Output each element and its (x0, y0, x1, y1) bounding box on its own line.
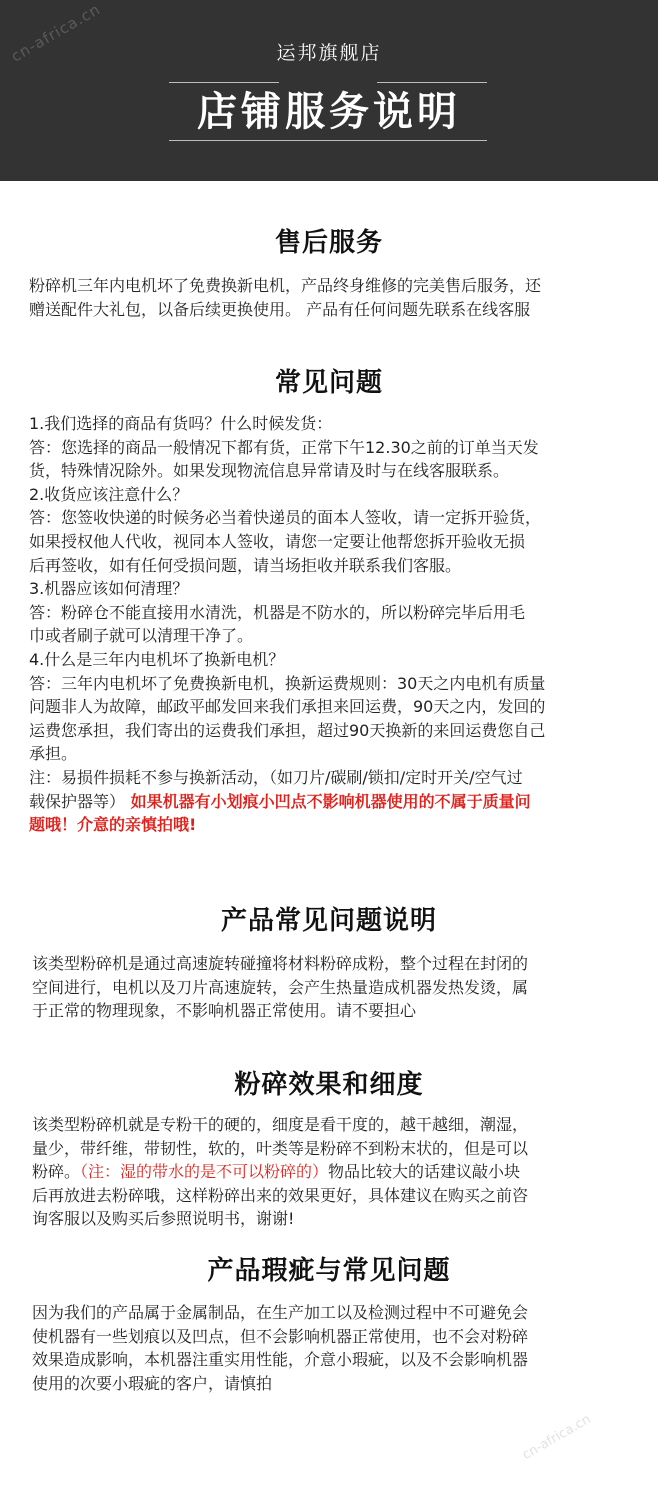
faq-answer: 承担。 (29, 744, 78, 764)
watermark: cn-africa.cn (8, 0, 104, 66)
section-title-product-faq: 产品常见问题说明 (220, 906, 437, 936)
faq-paragraph (29, 412, 545, 837)
paragraph-line: 效果造成影响，本机器注重实用性能，介意小瑕疵，以及不会影响机器 (32, 1350, 529, 1370)
faq-question: 3.机器应该如何清理？ (29, 579, 189, 599)
paragraph-line (32, 1160, 528, 1184)
paragraph-line: 粉碎机三年内电机坏了免费换新电机，产品终身维修的完美售后服务，还 (29, 276, 542, 295)
paragraph-line: 赠送配件大礼包，以备后续更换使用。 产品有任何问题先联系在线客服 (29, 299, 531, 319)
faq-warning-text: 如果机器有小划痕小凹点不影响机器使用的不属于质量问 (125, 791, 531, 811)
paragraph-line: 使机器有一些划痕以及凹点，但不会影响机器正常使用，也不会对粉碎 (32, 1326, 529, 1346)
paragraph-text: 物品比较大的话建议敲小块 (328, 1162, 521, 1182)
after-sales-paragraph (29, 274, 541, 321)
faq-question: 1.我们选择的商品有货吗？什么时候发货： (29, 414, 333, 433)
faq-answer: 答：您选择的商品一般情况下都有货，正常下午12.30之前的订单当天发 (29, 437, 539, 457)
faq-answer: 问题非人为故障，邮政平邮发回来我们承担来回运费，90天之内，发回的 (29, 697, 546, 717)
faq-note-line (29, 790, 545, 814)
section-title-fineness: 粉碎效果和细度 (234, 1070, 424, 1100)
defects-paragraph (32, 1301, 528, 1395)
faq-answer: 答：您签收快递的时候务必当着快递员的面本人签收，请一定拆开验货， (29, 508, 542, 528)
faq-answer: 答：粉碎仓不能直接用水清洗，机器是不防水的，所以粉碎完毕后用毛 (29, 602, 526, 622)
store-name: 运邦旗舰店 (276, 42, 382, 64)
header-divider-bottom (169, 140, 487, 141)
faq-answer: 货，特殊情况除外。如果发现物流信息异常请及时与在线客服联系。 (29, 461, 510, 481)
fineness-warning: （注：湿的带水的是不可以粉碎的） (80, 1162, 329, 1182)
faq-question: 4.什么是三年内电机坏了换新电机？ (29, 649, 285, 669)
section-title-defects: 产品瑕疵与常见问题 (207, 1256, 451, 1286)
faq-answer: 如果授权他人代收，视同本人签收，请您一定要让他帮您拆开验收无损 (29, 531, 526, 551)
section-title-faq: 常见问题 (274, 368, 383, 398)
faq-warning-text: 题哦！介意的亲慎拍哦! (29, 815, 197, 835)
paragraph-line: 使用的次要小瑕疵的客户，请慎拍 (32, 1373, 273, 1393)
faq-note-text: 载保护器等） (29, 791, 126, 811)
product-faq-paragraph (32, 952, 528, 1023)
paragraph-line: 于正常的物理现象，不影响机器正常使用。请不要担心 (32, 1001, 417, 1021)
paragraph-text: 粉碎。 (32, 1162, 81, 1182)
paragraph-line: 询客服以及购买后参照说明书，谢谢! (32, 1209, 295, 1229)
fineness-paragraph (32, 1113, 528, 1231)
header-banner (0, 0, 658, 181)
paragraph-line: 该类型粉碎机就是专粉干的硬的，细度是看干度的，越干越细，潮湿， (32, 1115, 529, 1134)
paragraph-line: 因为我们的产品属于金属制品，在生产加工以及检测过程中不可避免会 (32, 1303, 529, 1322)
paragraph-line: 量少，带纤维，带韧性，软的，叶类等是粉碎不到粉末状的，但是可以 (32, 1138, 529, 1158)
paragraph-line: 该类型粉碎机是通过高速旋转碰撞将材料粉碎成粉，整个过程在封闭的 (32, 954, 529, 973)
faq-answer: 答：三年内电机坏了免费换新电机，换新运费规则：30天之内电机有质量 (29, 673, 546, 693)
paragraph-line: 后再放进去粉碎哦，这样粉碎出来的效果更好，具体建议在购买之前咨 (32, 1185, 529, 1205)
faq-question: 2.收货应该注意什么？ (29, 484, 189, 504)
faq-answer: 巾或者刷子就可以清理干净了。 (29, 626, 254, 646)
faq-note: 注：易损件损耗不参与换新活动，（如刀片/碳刷/锁扣/定时开关/空气过 (29, 767, 523, 787)
paragraph-line: 空间进行，电机以及刀片高速旋转，会产生热量造成机器发热发烫，属 (32, 977, 529, 997)
faq-answer: 运费您承担，我们寄出的运费我们承担，超过90天换新的来回运费您自己 (29, 720, 546, 740)
page-title: 店铺服务说明 (197, 89, 461, 135)
section-title-after-sales: 售后服务 (274, 228, 383, 258)
faq-answer: 后再签收，如有任何受损问题，请当场拒收并联系我们客服。 (29, 555, 462, 575)
watermark: cn-africa.cn (520, 1411, 594, 1463)
